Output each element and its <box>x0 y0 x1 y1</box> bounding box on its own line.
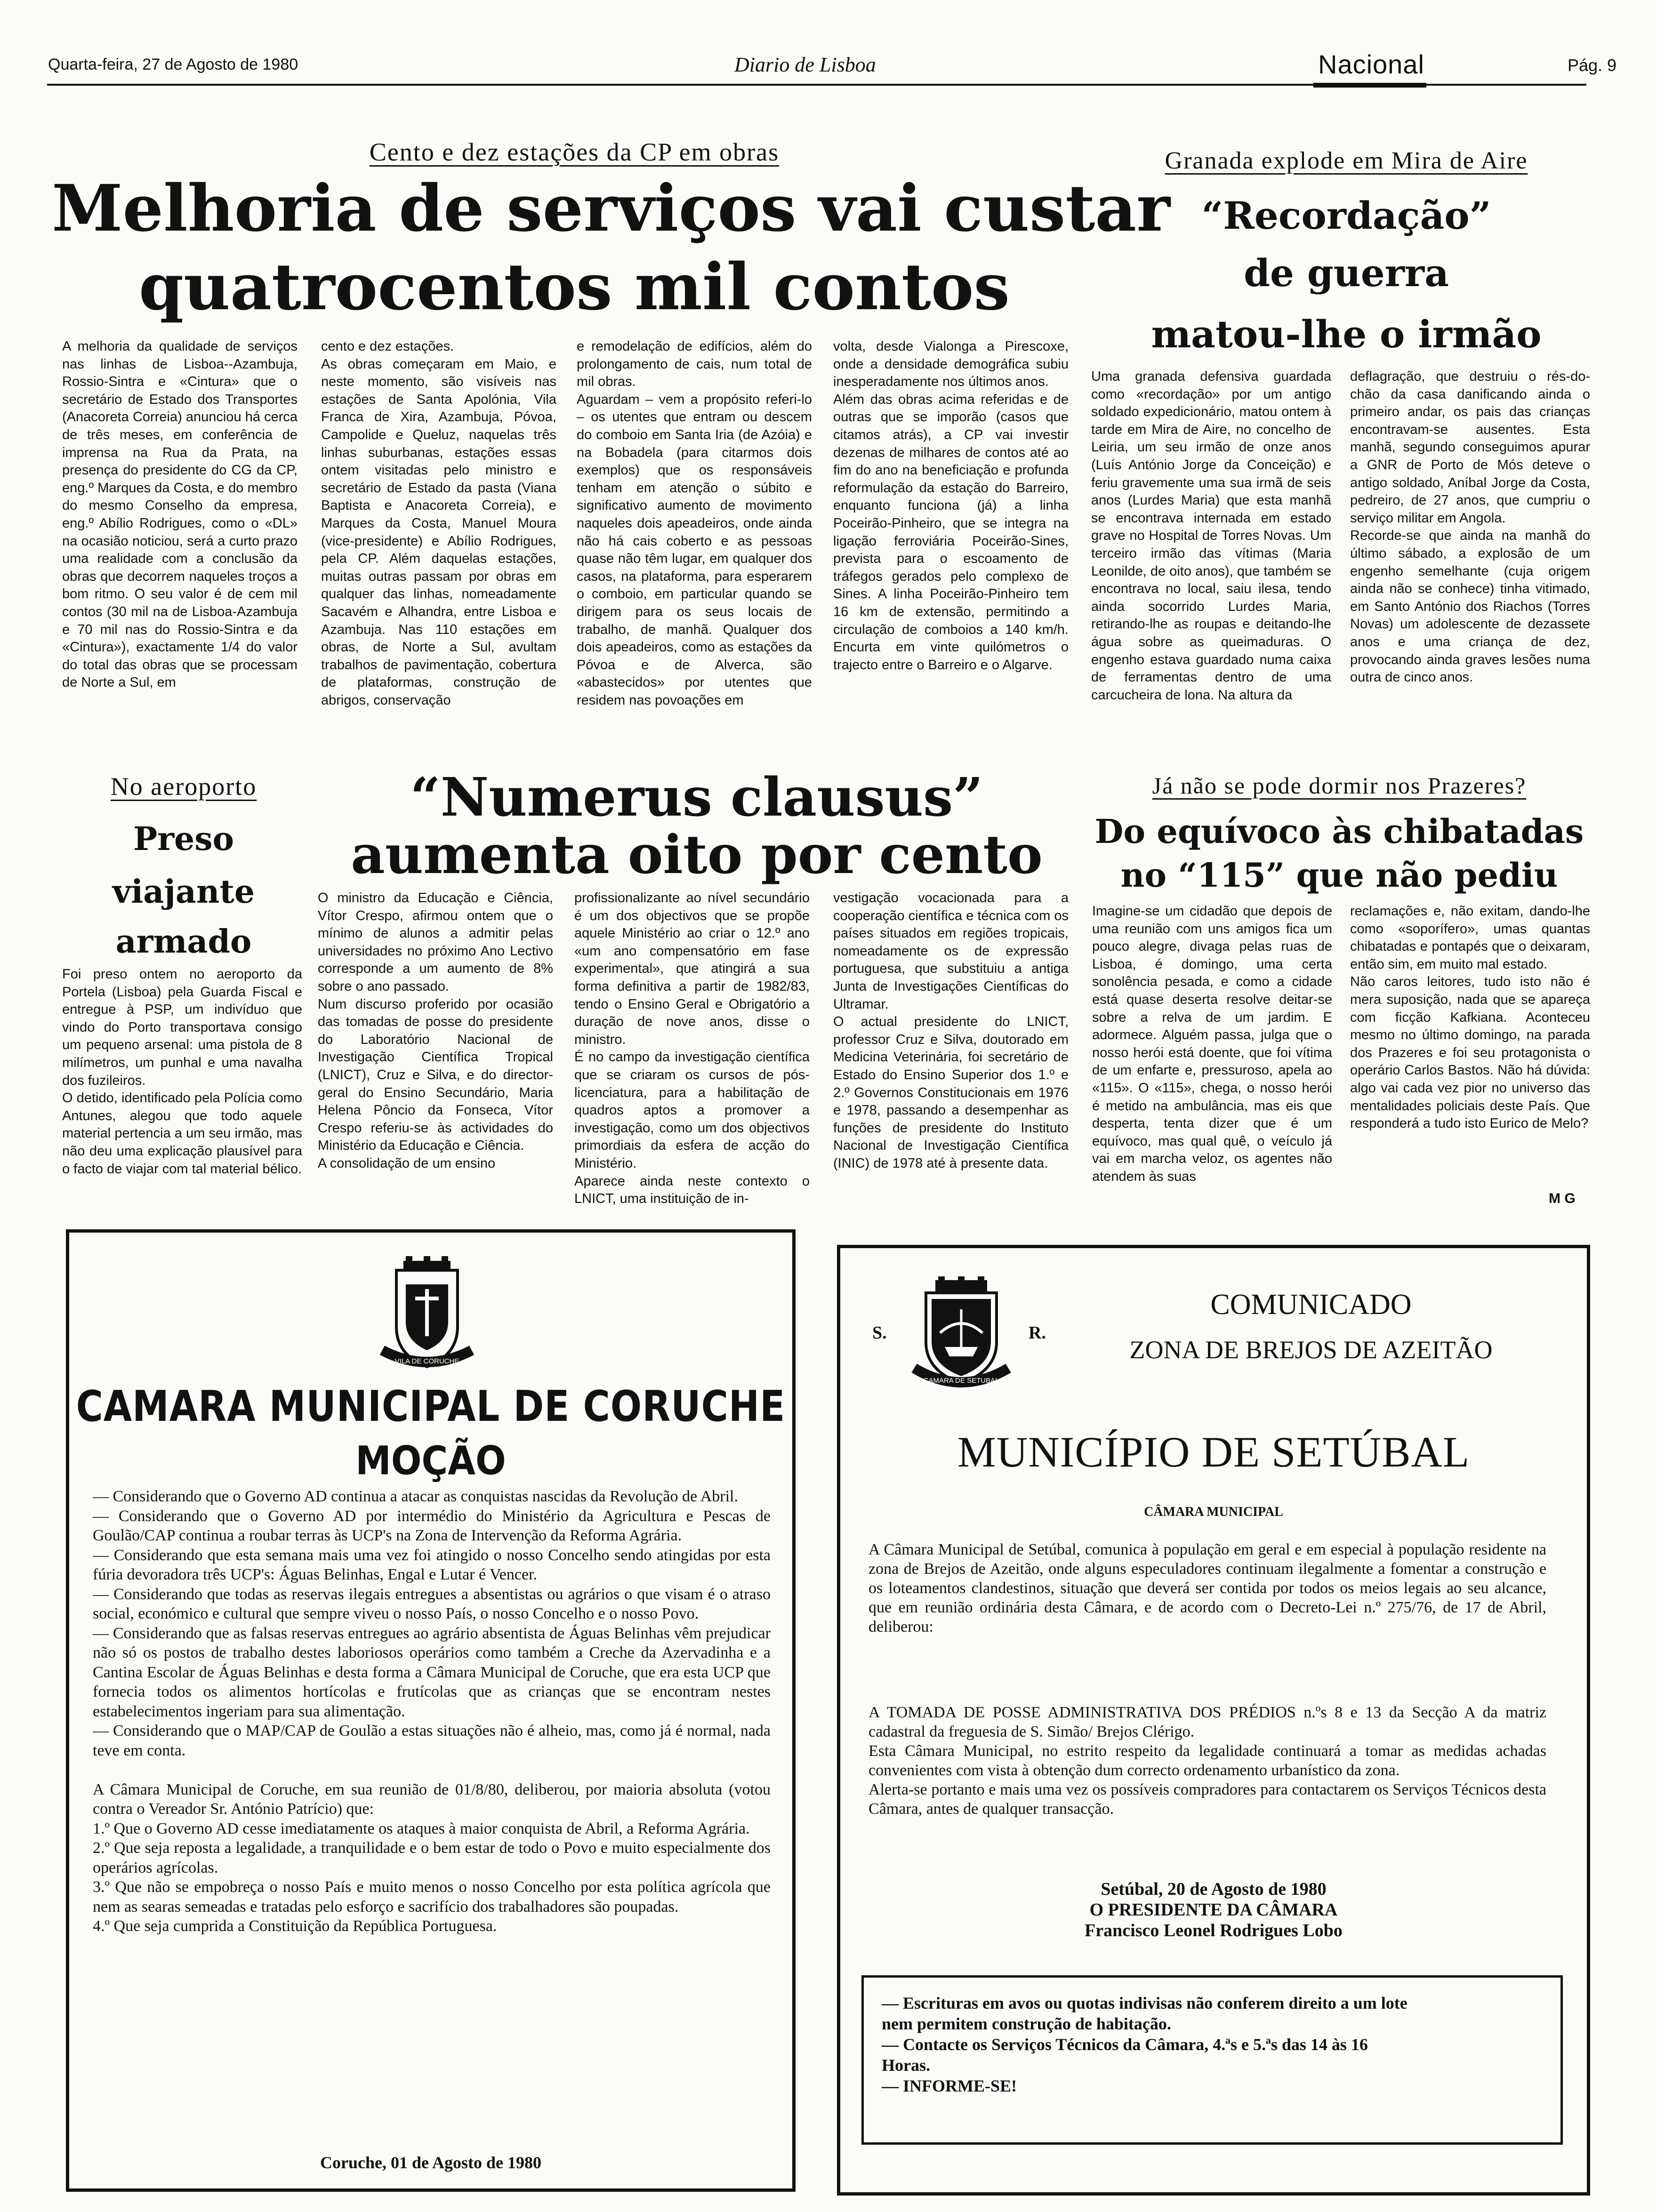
coruche-body: — Considerando que o Governo AD continua a atacar as conquistas nascidas da Revolução de Abril. — Considerando que o Governo AD por intermédio do Ministério da Agricultura e Pescas de Goulão/CAP continua a roubar terras às UCP's na Zona de Intervenção da Reforma Agrária. — Considerando que esta semana mais uma vez foi atingido o nosso Concelho sendo atingidas por esta fúria devoradora três UCP's: Águas Belinhas, Engal e Lutar é Vencer. — Considerando que todas as reservas ilegais entregues a absentistas ou agrários o que visam é o atraso social, económico e cultural que sempre viveu o nosso País, o nosso Concelho e o nosso Povo. — Considerando que as falsas reservas entregues ao agrário absentista de Águas Belinhas vêm prejudicar não só os postos de trabalho destes laboriosos operários como também a Creche da Azervadinha e a Cantina Escolar de Águas Belinhas e desta forma a Câmara Municipal de Coruche, que era esta UCP que fornecia todos os alimentos hortícolas e frutícolas que as crianças que se encontram nestes estabelecimentos ingeriam para sua alimentação. — Considerando que o MAP/CAP de Goulão a estas situações não é alheio, mas, como já é normal, nada teve em conta. A Câmara Municipal de Coruche, em sua reunião de 01/8/80, deliberou, por maioria absoluta (votou contra o Vereador Sr. António Patrício) que: 1.º Que o Governo AD cesse imediatamente os ataques à maior conquista de Abril, a Reforma Agrária. 2.º Que seja reposta a legalidade, a tranquilidade e o bem estar de todo o Povo e muito especialmente dos operários agrícolas. 3.º Que não se empobreça o nosso País e muito menos o nosso Concelho por esta política agrícola que nem as searas semeadas e tratadas pelo esforço e sacrifício dos trabalhadores são poupadas. 4.º Que seja cumprida a Constituição da República Portuguesa. <box>93 1488 771 1935</box>
setubal-title-comunicado: COMUNICADO <box>1210 1289 1412 1321</box>
coruche-title: CAMARA MUNICIPAL DE CORUCHE <box>76 1382 786 1431</box>
granada-headline-1: “Recordação” <box>1201 193 1491 238</box>
page-number: Pág. 9 <box>1568 56 1617 75</box>
cp-headline-2: quatrocentos mil contos <box>138 249 1010 325</box>
svg-text:CAMARA DE SETUBAL: CAMARA DE SETUBAL <box>923 1377 999 1385</box>
svg-text:VILA DE CORUCHE: VILA DE CORUCHE <box>394 1357 459 1365</box>
setubal-sign-title: O PRESIDENTE DA CÂMARA <box>1089 1900 1338 1920</box>
setubal-title-municipio: MUNICÍPIO DE SETÚBAL <box>957 1428 1470 1476</box>
ad-coruche <box>66 1229 796 2192</box>
setubal-paragraph-1: A Câmara Municipal de Setúbal, comunica à população em geral e em especial à população residente na zona de Brejos de Azeitão, onde alguns especuladores continuam ilegalmente a fomentar a construção e os loteamentos clandestinos, situação que deverá ser contida por todos os meios legais ao seu alcance, que em reunião ordinária desta Câmara, e de acordo com o Decreto-Lei n.º 275/76, de 17 de Abril, deliberou: <box>869 1541 1546 1635</box>
coruche-crest-icon <box>368 1256 486 1374</box>
header-date: Quarta-feira, 27 de Agosto de 1980 <box>48 56 298 73</box>
aeroporto-headline-1: Preso <box>133 820 234 858</box>
setubal-title-zona: ZONA DE BREJOS DE AZEITÃO <box>1129 1336 1493 1364</box>
prazeres-headline-1: Do equívoco às chibatadas <box>1094 812 1584 851</box>
aeroporto-kicker: No aeroporto <box>110 772 257 801</box>
prazeres-signature: M G <box>1549 1191 1576 1206</box>
setubal-paragraph-2: A TOMADA DE POSSE ADMINISTRATIVA DOS PRÉDIOS n.ºs 8 e 13 da Secção A da matriz cadastral da freguesia de S. Simão/ Brejos Clérigo. Esta Câmara Municipal, no estrito respeito da legalidade continuará a tomar as medidas achadas convenientes com vista à obtenção dum correcto ordenamento urbanístico da zona. Alerta-se portanto e mais uma vez os possíveis compradores para contactarem os Serviços Técnicos desta Câmara, antes de qualquer transacção. <box>869 1704 1546 1818</box>
prazeres-column-2: reclamações e, não exitam, dando-lhe como «soporífero», umas quantas chibatadas e pontapés que o deixaram, então sim, em muito mal estado. Não caros leitores, tudo isto não é mera suposição, nada que se apareça com ficção Kafkiana. Aconteceu mesmo no último domingo, na parada dos Prazeres e foi seu protagonista o operário Carlos Bastos. Não há dúvida: algo vai cada vez pior no universo das mentalidades policiais deste País. Que responderá a tudo isto Eurico de Melo? <box>1350 904 1590 1131</box>
cp-column-1: A melhoria da qualidade de serviços nas linhas de Lisboa--Azambuja, Rossio-Sintra e «Cintura» que o secretário de Estado dos Transportes (Anacoreta Correia) anunciou há cerca de três meses, em conferência de imprensa na Rua da Prata, na presença do presidente do CG da CP, eng.º Marques da Costa, e do membro do mesmo Conselho da empresa, eng.º Abílio Rodrigues, como o «DL» na ocasião noticiou, será a curto prazo uma realidade com a conclusão da obras que decorrem naqueles troços a bom ritmo. O seu valor é de cem mil contos (30 mil na de Lisboa-Azambuja e 70 mil nas do Rossio-Sintra e da «Cintura»), exactamente 1/4 do valor do total das obras que se processam de Norte a Sul, em <box>62 339 298 690</box>
setubal-notices: — Escrituras em avos ou quotas indivisas não conferem direito a um lote nem permitem construção de habitação. — Contacte os Serviços Técnicos da Câmara, 4.ªs e 5.ªs das 14 às 16 Horas. — INFORME-SE! <box>882 1994 1408 2095</box>
numerus-headline-2: aumenta oito por cento <box>351 824 1043 886</box>
aeroporto-headline-3: armado <box>115 923 252 961</box>
numerus-column-1: O ministro da Educação e Ciência, Vítor Crespo, afirmou ontem que o mínimo de alunos a admitir pelas universidades no próximo Ano Lectivo corresponde a um aumento de 8% sobre o ano passado. Num discurso proferido por ocasião das tomadas de posse do presidente do Laboratório Nacional de Investigação Científica Tropical (LNICT), Cruz e Silva, e do director-geral do Ensino Secundário, Maria Helena Pôncio da Fonseca, Vítor Crespo referiu-se às actividades do Ministério da Educação e Ciência. A consolidação de um ensino <box>318 890 553 1171</box>
setubal-crest-left-label: S. <box>872 1323 887 1343</box>
prazeres-headline-2: no “115” que não pediu <box>1120 856 1558 895</box>
granada-column-1: Uma granada defensiva guardada como «recordação» por um antigo soldado expedicionário, matou ontem à tarde em Mira de Aire, no concelho de Leiria, um seu irmão de onze anos (Luís António Jorge da Conceição) e feriu gravemente uma sua irmã de seis anos (Lurdes Maria) que esta manhã se encontrava internada em estado grave no Hospital de Torres Novas. Um terceiro irmão das vítimas (Maria Leonilde, de oito anos), que também se encontrava no local, saiu ilesa, tendo ainda socorrido Lurdes Maria, retirando-lhe as roupas e deitando-lhe água sobre as queimaduras. O engenho estava guardado numa caixa de ferramentas dentro de uma carcucheira de lona. Na altura da <box>1091 369 1331 703</box>
numerus-column-3: vestigação vocacionada para a cooperação científica e técnica com os países situados em regiões tropicais, nomeadamente os de expressão portuguesa, que substituiu a antiga Junta de Investigações Científicas do Ultramar. O actual presidente do LNICT, professor Cruz e Silva, doutorado em Medicina Veterinária, foi secretário de Estado do Ensino Superior dos 1.º e 2.º Governos Constitucionais em 1976 e 1978, passando a desempenhar as funções de presidente do Instituto Nacional de Investigação Científica (INIC) de 1978 até à presente data. <box>833 890 1069 1171</box>
cp-kicker: Cento e dez estações da CP em obras <box>369 138 780 166</box>
aeroporto-body: Foi preso ontem no aeroporto da Portela (Lisboa) pela Guarda Fiscal e entregue à PSP, um indivíduo que vindo do Porto transportava consigo um pequeno arsenal: uma pistola de 8 milímetros, um punhal e uma navalha dos fuzileiros. O detido, identificado pela Polícia como Antunes, alegou que todo aquele material pertencia a um seu irmão, mas não deu uma explicação plausível para o facto de viajar com tal material bélico. <box>62 967 302 1177</box>
cp-column-2: cento e dez estações. As obras começaram em Maio, e neste momento, são visíveis nas estações de Santa Apolónia, Vila Franca de Xira, Azambuja, Póvoa, Campolide e Queluz, naquelas três linhas suburbanas, estações essas ontem visitadas pelo ministro e secretário de Estado da pasta (Viana Baptista e Anacoreta Correia), e Marques da Costa, Manuel Moura (vice-presidente) e Abílio Rodrigues, pela CP. Além daquelas estações, muitas outras passam por obras em qualquer das linhas, nomeadamente Sacavém e Alhandra, entre Lisboa e Azambuja. Nas 110 estações em obras, de Norte a Sul, avultam trabalhos de pavimentação, cobertura de plataformas, construção de abrigos, conservação <box>321 339 556 708</box>
coruche-subtitle: MOÇÃO <box>355 1437 506 1484</box>
masthead: Diario de Lisboa <box>734 53 876 76</box>
header-rule-thick <box>1313 83 1426 88</box>
granada-headline-3: matou-lhe o irmão <box>1151 312 1542 356</box>
granada-headline-2: de guerra <box>1244 251 1449 295</box>
ad-setubal <box>837 1245 1590 2196</box>
cp-column-4: volta, desde Vialonga a Pirescoxe, onde a densidade demográfica subiu inesperadamente nos últimos anos. Além das obras acima referidas e de outras que se imporão (casos que citamos atrás), a CP vai investir dezenas de milhares de contos até ao fim do ano na beneficiação e profunda reformulação da estação do Barreiro, enquanto funciona (já) a linha Poceirão-Pinheiro, que se integra na ligação ferroviária Poceirão-Sines, prevista para o escoamento de tráfegos gerados pelo complexo de Sines. A linha Poceirão-Pinheiro tem 16 km de extensão, permitindo a circulação de comboios a 140 km/h. Encurta em vinte quilómetros o trajecto entre o Barreiro e o Algarve. <box>833 339 1069 673</box>
setubal-crest-right-label: R. <box>1029 1323 1046 1343</box>
setubal-sign-name: Francisco Leonel Rodrigues Lobo <box>1085 1921 1343 1940</box>
granada-kicker: Granada explode em Mira de Aire <box>1165 147 1528 174</box>
setubal-subtitle: CÂMARA MUNICIPAL <box>1144 1505 1283 1519</box>
setubal-sign-date: Setúbal, 20 de Agosto de 1980 <box>1101 1879 1327 1899</box>
coruche-footer: Coruche, 01 de Agosto de 1980 <box>320 2153 541 2172</box>
prazeres-column-1: Imagine-se um cidadão que depois de uma reunião com uns amigos fica um pouco alegre, divaga pelas ruas de Lisboa, é domingo, uma certa sonolência pesada, e como a cidade está quase deserta resolve deitar-se sobre a relva de um jardim. E adormece. Alguém passa, julga que o nosso herói está doente, que foi vítima de um enfarte e, pressuroso, apela ao «115». O «115», chega, o nosso herói é metido na ambulância, mas eis que desperta, tenta dizer que é um equívoco, mas qual quê, o veículo já vai em marcha veloz, os agentes não atendem às suas <box>1092 904 1332 1184</box>
cp-column-3: e remodelação de edifícios, além do prolongamento de cais, num total de mil obras. Aguardam – vem a propósito referi-lo – os utentes que entram ou descem do comboio em Santa Iria (de Azóia) e na Bobadela (para citarmos dois exemplos) que os responsáveis tenham em atenção o súbito e significativo aumento de movimento naqueles dois apeadeiros, onde ainda não há cais coberto e as pessoas quase não têm lugar, em qualquer dos casos, na plataforma, para esperarem o comboio, em particular quando se dirigem para os seus locais de trabalho, de manhã. Qualquer dos dois apeadeiros, como as estações da Póvoa e de Alverca, são «abastecidos» por utentes que residem nas povoações em <box>577 339 812 708</box>
numerus-column-2: profissionalizante ao nível secundário é um dos objectivos que se propõe aquele Ministério ao criar o 12.º ano «um ano compensatório em fase experimental», que atingirá a sua forma definitiva a partir de 1982/83, tendo o Ensino Geral e Obrigatório a duração de nove anos, disse o ministro. É no campo da investigação científica que se criaram os cursos de pós-licenciatura, para a habilitação de quadros aptos a promover a investigação, como um dos objectivos primordiais da esfera de acção do Ministério. Aparece ainda neste contexto o LNICT, uma instituição de in- <box>574 890 810 1207</box>
setubal-crest-icon <box>902 1276 1020 1394</box>
numerus-headline-1: “Numerus clausus” <box>410 767 983 828</box>
granada-column-2: deflagração, que destruiu o rés-do-chão da casa danificando ainda o primeiro andar, os pais das crianças encontravam-se ausentes. Esta manhã, segundo conseguimos apurar a GNR de Porto de Mós deteve o antigo soldado, Aníbal Jorge da Costa, pedreiro, de 27 anos, que cumpriu o serviço militar em Angola. Recorde-se que ainda na manhã do último sábado, a explosão de um engenho semelhante (cuja origem ainda não se conhece) tinha vitimado, em Santo António dos Riachos (Torres Novas) um adolescente de dezassete anos e uma criança de dez, provocando ainda graves lesões numa outra de cinco anos. <box>1350 369 1590 685</box>
prazeres-kicker: Já não se pode dormir nos Prazeres? <box>1152 772 1527 799</box>
aeroporto-headline-2: viajante <box>112 873 255 911</box>
cp-headline-1: Melhoria de serviços vai custar <box>52 171 1170 246</box>
setubal-notice-box <box>861 1975 1563 2145</box>
section-name: Nacional <box>1318 49 1424 79</box>
